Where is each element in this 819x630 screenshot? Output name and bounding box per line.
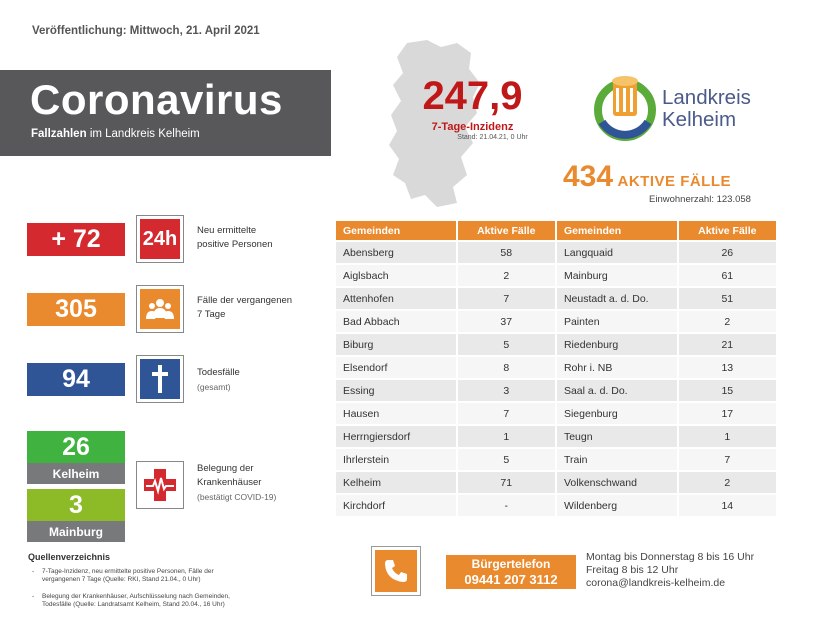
publication-date: Veröffentlichung: Mittwoch, 21. April 2021 [32,25,260,37]
header-faelle-1: Aktive Fälle [458,221,555,240]
active-cases-cell: 7 [458,403,555,424]
seven-day-cases-value: 305 [27,293,125,326]
active-cases-cell: 5 [458,449,555,470]
municipality-name: Kirchdorf [336,495,456,516]
logo-line1: Landkreis [662,86,751,109]
municipality-name: Painten [557,311,677,332]
new-cases-label1: Neu ermittelte [197,225,257,236]
active-cases-cell: 37 [458,311,555,332]
active-cases-cell: 3 [458,380,555,401]
table-header-row [336,221,776,240]
municipality-name: Attenhofen [336,288,456,309]
active-cases-cell: 5 [458,334,555,355]
active-cases-cell: 2 [458,265,555,286]
hospital-mainburg [27,489,125,542]
active-cases-cell: - [458,495,555,516]
hospital-kelheim-value: 26 [27,431,125,463]
active-cases-cell: 2 [679,472,776,493]
hospital-label [197,462,276,504]
municipality-name: Aiglsbach [336,265,456,286]
municipality-name: Siegenburg [557,403,677,424]
subtitle-rest: im Landkreis Kelheim [89,128,200,140]
cross-icon [140,359,180,399]
logo-text [662,87,751,131]
municipalities-table [334,219,778,518]
24h-icon-box [136,215,184,263]
incidence-stand: Stand: 21.04.21, 0 Uhr [457,134,528,141]
logo-emblem-icon [592,70,662,142]
incidence-block [400,76,545,141]
table-row [336,495,776,516]
table-row [336,311,776,332]
municipality-name: Essing [336,380,456,401]
municipality-name: Bad Abbach [336,311,456,332]
municipality-name: Kelheim [336,472,456,493]
new-cases-label [197,224,273,252]
municipality-name: Hausen [336,403,456,424]
active-cases-cell: 7 [458,288,555,309]
header-gemeinden-2: Gemeinden [557,221,677,240]
deaths-label [197,366,240,394]
active-count: 434 [563,160,614,193]
source-item-2: - Belegung der Krankenhäuser, Aufschlüsselung nach Gemeinden, Todesfälle (Quelle: Landratsamt Kelheim, Stand 20.04., 16 Uhr) [32,593,232,609]
active-label: AKTIVE FÄLLE [617,173,732,190]
hotline-number: 09441 207 3112 [464,572,558,587]
people-group-icon [140,289,180,329]
municipality-name: Langquaid [557,242,677,263]
municipality-name: Herrngiersdorf [336,426,456,447]
phone-icon [375,550,417,592]
hospital-kelheim-caption: Kelheim [27,463,125,484]
deaths-value: 94 [27,363,125,396]
active-cases-cell: 71 [458,472,555,493]
active-cases-cell: 26 [679,242,776,263]
table-row [336,334,776,355]
logo-line2: Kelheim [662,108,737,131]
active-cases-cell: 51 [679,288,776,309]
hotline-hours2: Freitag 8 bis 12 Uhr [586,564,679,576]
hospital-icon-box [136,461,184,509]
hospital-kelheim [27,431,125,484]
active-cases-cell: 1 [458,426,555,447]
municipality-name: Teugn [557,426,677,447]
sources-list [32,568,232,618]
incidence-value: 247,9 [422,74,523,118]
incidence-label: 7-Tage-Inzidenz [431,121,514,133]
phone-icon-box [371,546,421,596]
municipality-name: Rohr i. NB [557,357,677,378]
table-row [336,449,776,470]
table-row [336,265,776,286]
new-cases-label2: positive Personen [197,239,273,250]
hospital-mainburg-value: 3 [27,489,125,521]
hotline-hours [586,551,754,590]
source-item-1: - 7-Tage-Inzidenz, neu ermittelte positive Personen, Fälle der vergangenen 7 Tage (Quelle: RKI, Stand 21.04., 0 Uhr) [32,568,232,584]
table-row [336,403,776,424]
population: Einwohnerzahl: 123.058 [649,194,751,205]
table-row [336,426,776,447]
municipality-name: Train [557,449,677,470]
municipality-name: Abensberg [336,242,456,263]
municipality-name: Elsendorf [336,357,456,378]
municipality-name: Mainburg [557,265,677,286]
active-cases-cell: 13 [679,357,776,378]
table-row [336,380,776,401]
seven-day-label2: 7 Tage [197,309,226,320]
seven-day-label [197,294,292,322]
page-subtitle [31,128,200,140]
active-cases-cell: 21 [679,334,776,355]
municipality-name: Wildenberg [557,495,677,516]
header-faelle-2: Aktive Fälle [679,221,776,240]
hospital-mainburg-caption: Mainburg [27,521,125,542]
subtitle-bold: Fallzahlen [31,128,87,140]
page-title: Coronavirus [30,76,283,123]
municipality-name: Ihrlerstein [336,449,456,470]
table-row [336,357,776,378]
active-cases-cell: 61 [679,265,776,286]
deaths-label1: Todesfälle [197,367,240,378]
hospital-label2: Krankenhäuser [197,477,262,488]
header-gemeinden-1: Gemeinden [336,221,456,240]
active-cases-cell: 15 [679,380,776,401]
deaths-label2: (gesamt) [197,382,231,392]
active-cases-cell: 1 [679,426,776,447]
hospital-label1: Belegung der [197,463,254,474]
landkreis-logo [592,70,782,142]
active-cases-cell: 14 [679,495,776,516]
hospital-label3: (bestätigt COVID-19) [197,492,277,502]
hotline-hours1: Montag bis Donnerstag 8 bis 16 Uhr [586,551,755,563]
group-icon-box [136,285,184,333]
active-cases-cell: 58 [458,242,555,263]
active-cases-cell: 7 [679,449,776,470]
new-cases-value: + 72 [27,223,125,256]
cross-icon-box [136,355,184,403]
sources-title: Quellenverzeichnis [28,552,111,562]
municipality-name: Riedenburg [557,334,677,355]
hotline-box [446,555,576,589]
active-cases [563,160,773,194]
municipality-name: Neustadt a. d. Do. [557,288,677,309]
table-row [336,472,776,493]
active-cases-cell: 8 [458,357,555,378]
active-cases-cell: 17 [679,403,776,424]
municipality-name: Volkenschwand [557,472,677,493]
municipality-name: Biburg [336,334,456,355]
title-banner [0,70,331,156]
24h-icon: 24h [140,219,180,259]
seven-day-label1: Fälle der vergangenen [197,295,293,306]
hotline-email: corona@landkreis-kelheim.de [586,577,726,589]
medical-cross-icon [140,465,180,505]
active-cases-cell: 2 [679,311,776,332]
table-row [336,288,776,309]
hotline-title: Bürgertelefon [471,557,551,571]
table-row [336,242,776,263]
municipality-name: Saal a. d. Do. [557,380,677,401]
